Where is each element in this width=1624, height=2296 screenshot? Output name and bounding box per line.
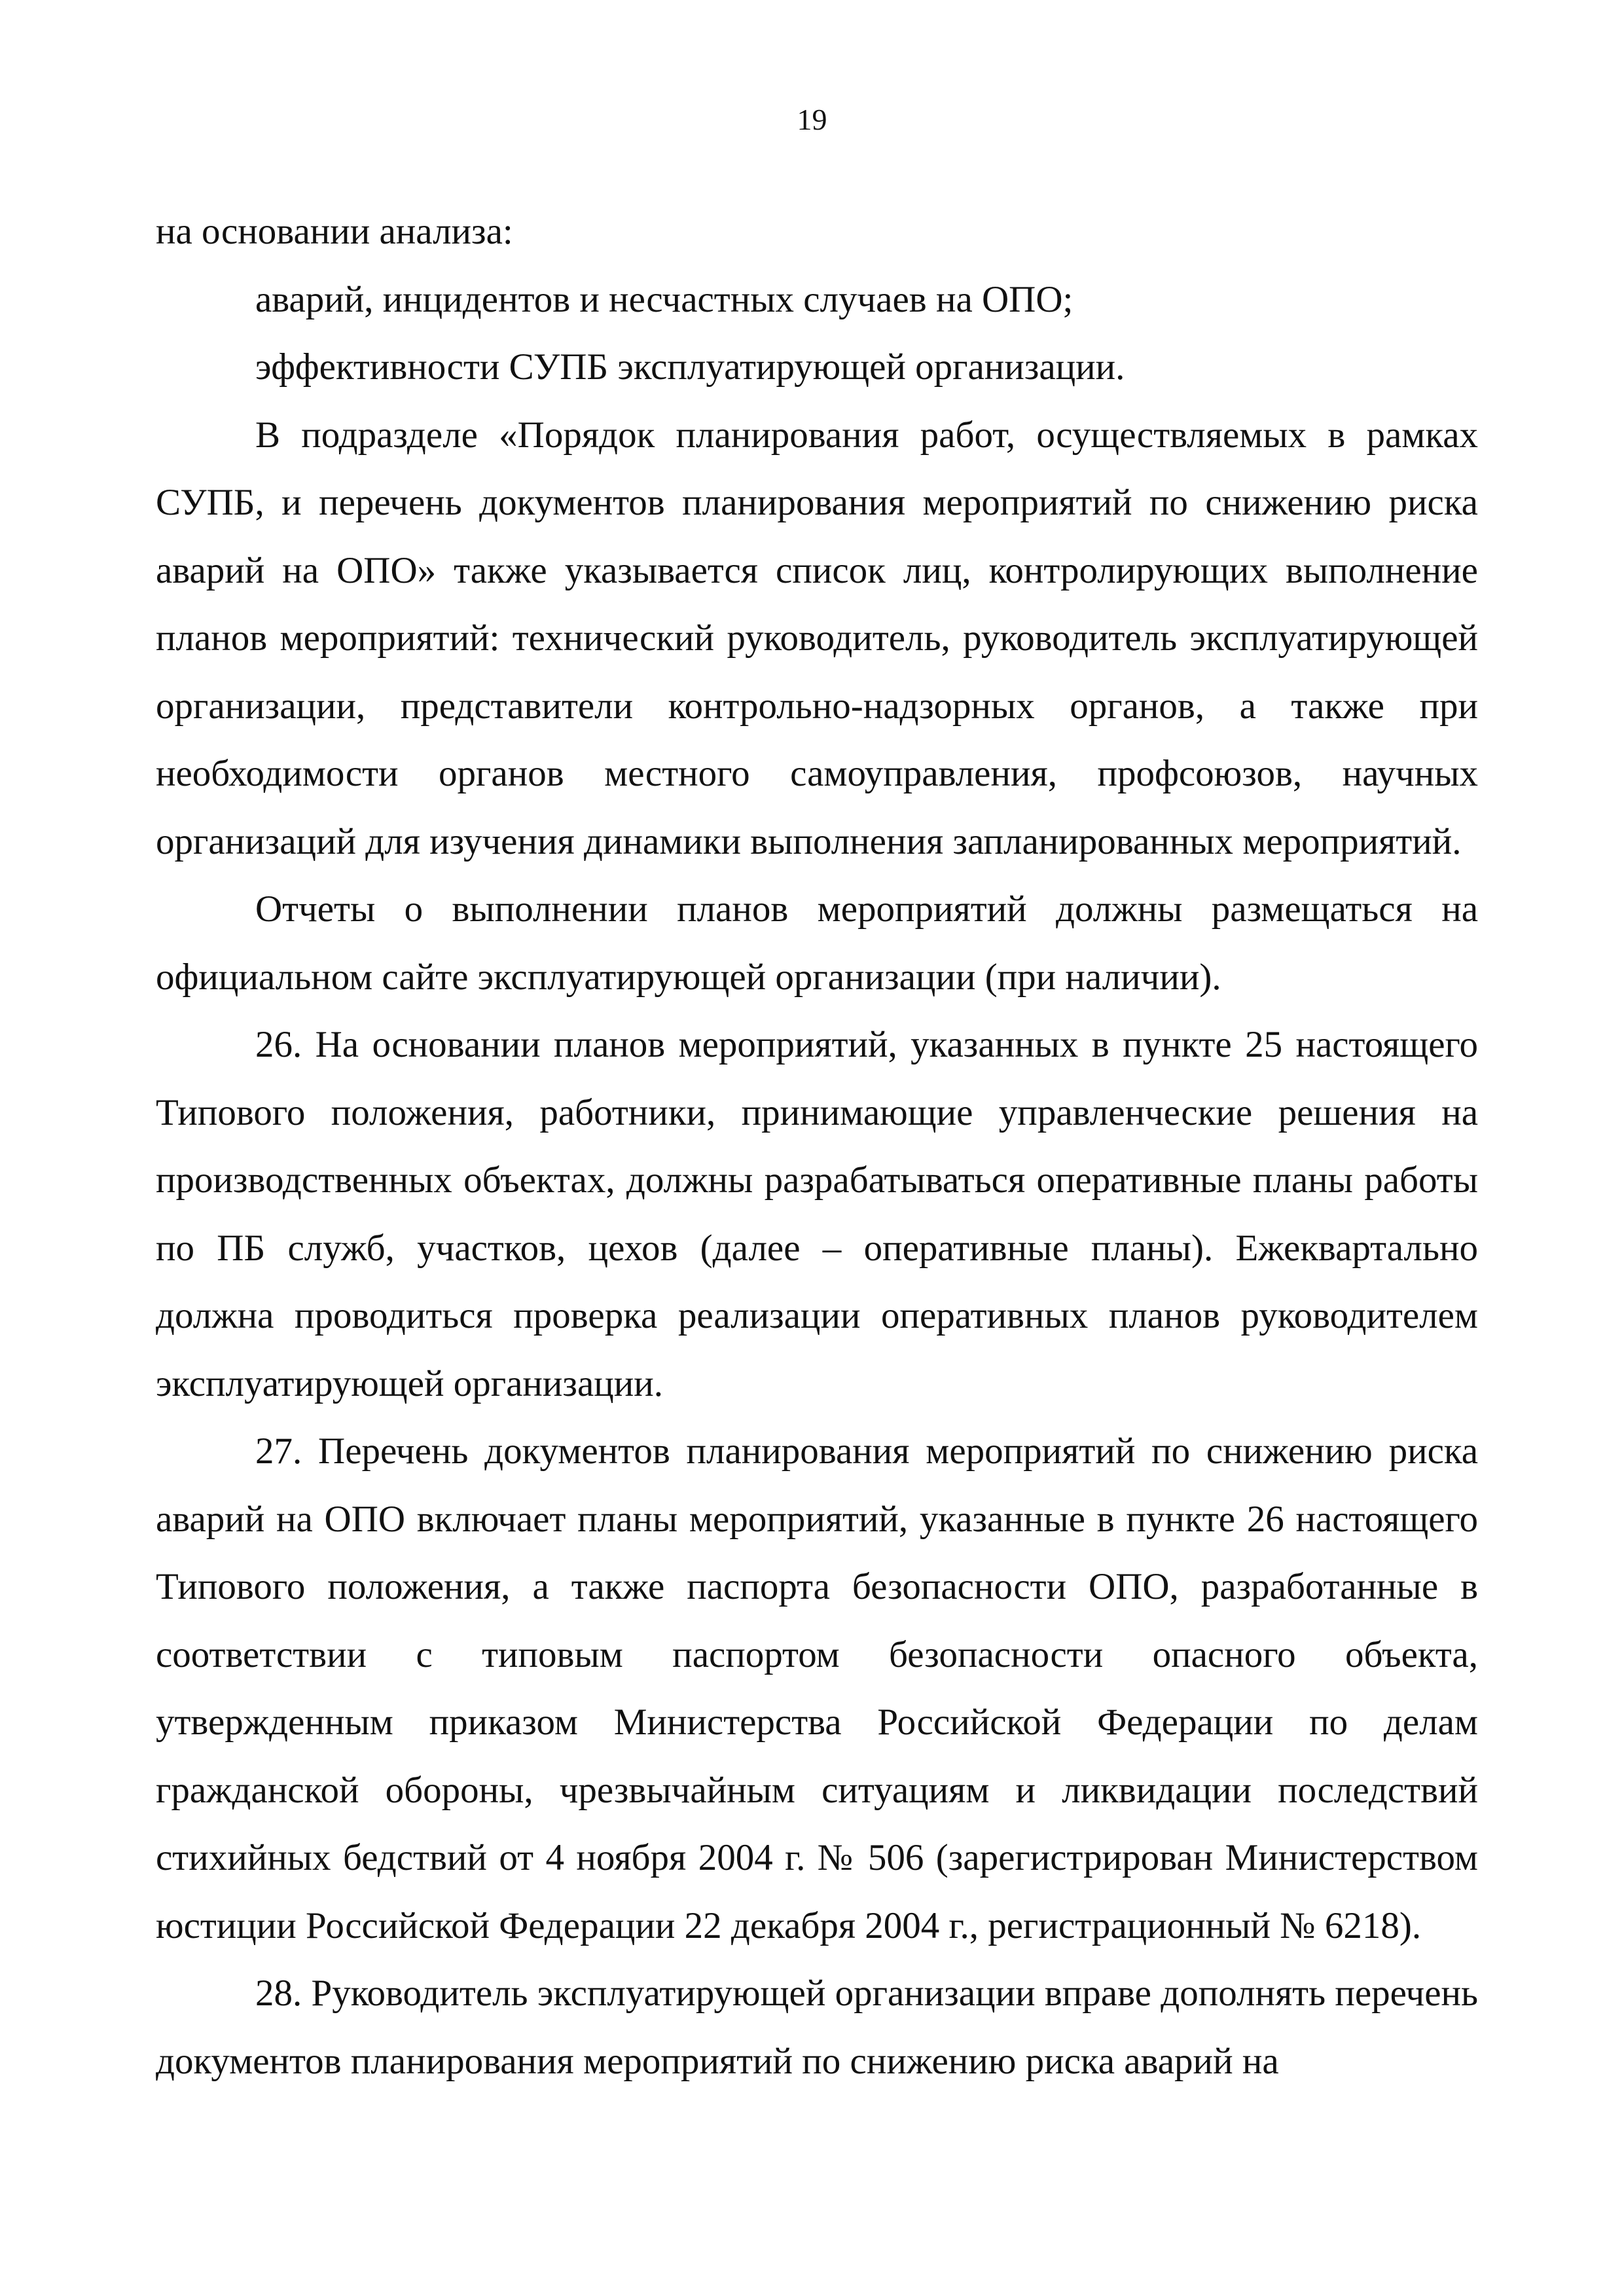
paragraph-planning-subsection: В подразделе «Порядок планирования работ, осуществляемых в рамках СУПБ, и перечень документов планирования мероприятий по снижению риска аварий на ОПО» также указывается список лиц, контролирующих выполнение планов мероприятий: технический руководитель, руководитель эксплуатирующей организации, представители контрольно-надзорных органов, а также при необходимости органов местного самоуправления, профсоюзов, научных организаций для изучения динамики выполнения запланированных мероприятий. xyxy=(156,414,1478,862)
paragraph-analysis-basis: на основании анализа: xyxy=(156,211,513,252)
paragraph-effectiveness-item: эффективности СУПБ эксплуатирующей организации. xyxy=(255,346,1125,388)
paragraph-accidents-item: аварий, инцидентов и несчастных случаев на ОПО; xyxy=(255,278,1074,320)
paragraph-reports: Отчеты о выполнении планов мероприятий должны размещаться на официальном сайте эксплуатирующей организации (при наличии). xyxy=(156,888,1478,998)
paragraph-item-27: 27. Перечень документов планирования мероприятий по снижению риска аварий на ОПО включает планы мероприятий, указанные в пункте 26 настоящего Типового положения, а также паспорта безопасности ОПО, разработанные в соответствии с типовым паспортом безопасности опасного объекта, утвержденным приказом Министерства Российской Федерации по делам гражданской обороны, чрезвычайным ситуациям и ликвидации последствий стихийных бедствий от 4 ноября 2004 г. № 506 (зарегистрирован Министерством юстиции Российской Федерации 22 декабря 2004 г., регистрационный № 6218). xyxy=(156,1430,1478,1946)
page-number: 19 xyxy=(797,103,827,136)
document-body xyxy=(156,198,1478,2095)
paragraph-item-28: 28. Руководитель эксплуатирующей организации вправе дополнять перечень документов планирования мероприятий по снижению риска аварий на xyxy=(156,1973,1478,2082)
paragraph-item-26: 26. На основании планов мероприятий, указанных в пункте 25 настоящего Типового положения, работники, принимающие управленческие решения на производственных объектах, должны разрабатываться оперативные планы работы по ПБ служб, участков, цехов (далее – оперативные планы). Ежеквартально должна проводиться проверка реализации оперативных планов руководителем эксплуатирующей организации. xyxy=(156,1024,1478,1404)
